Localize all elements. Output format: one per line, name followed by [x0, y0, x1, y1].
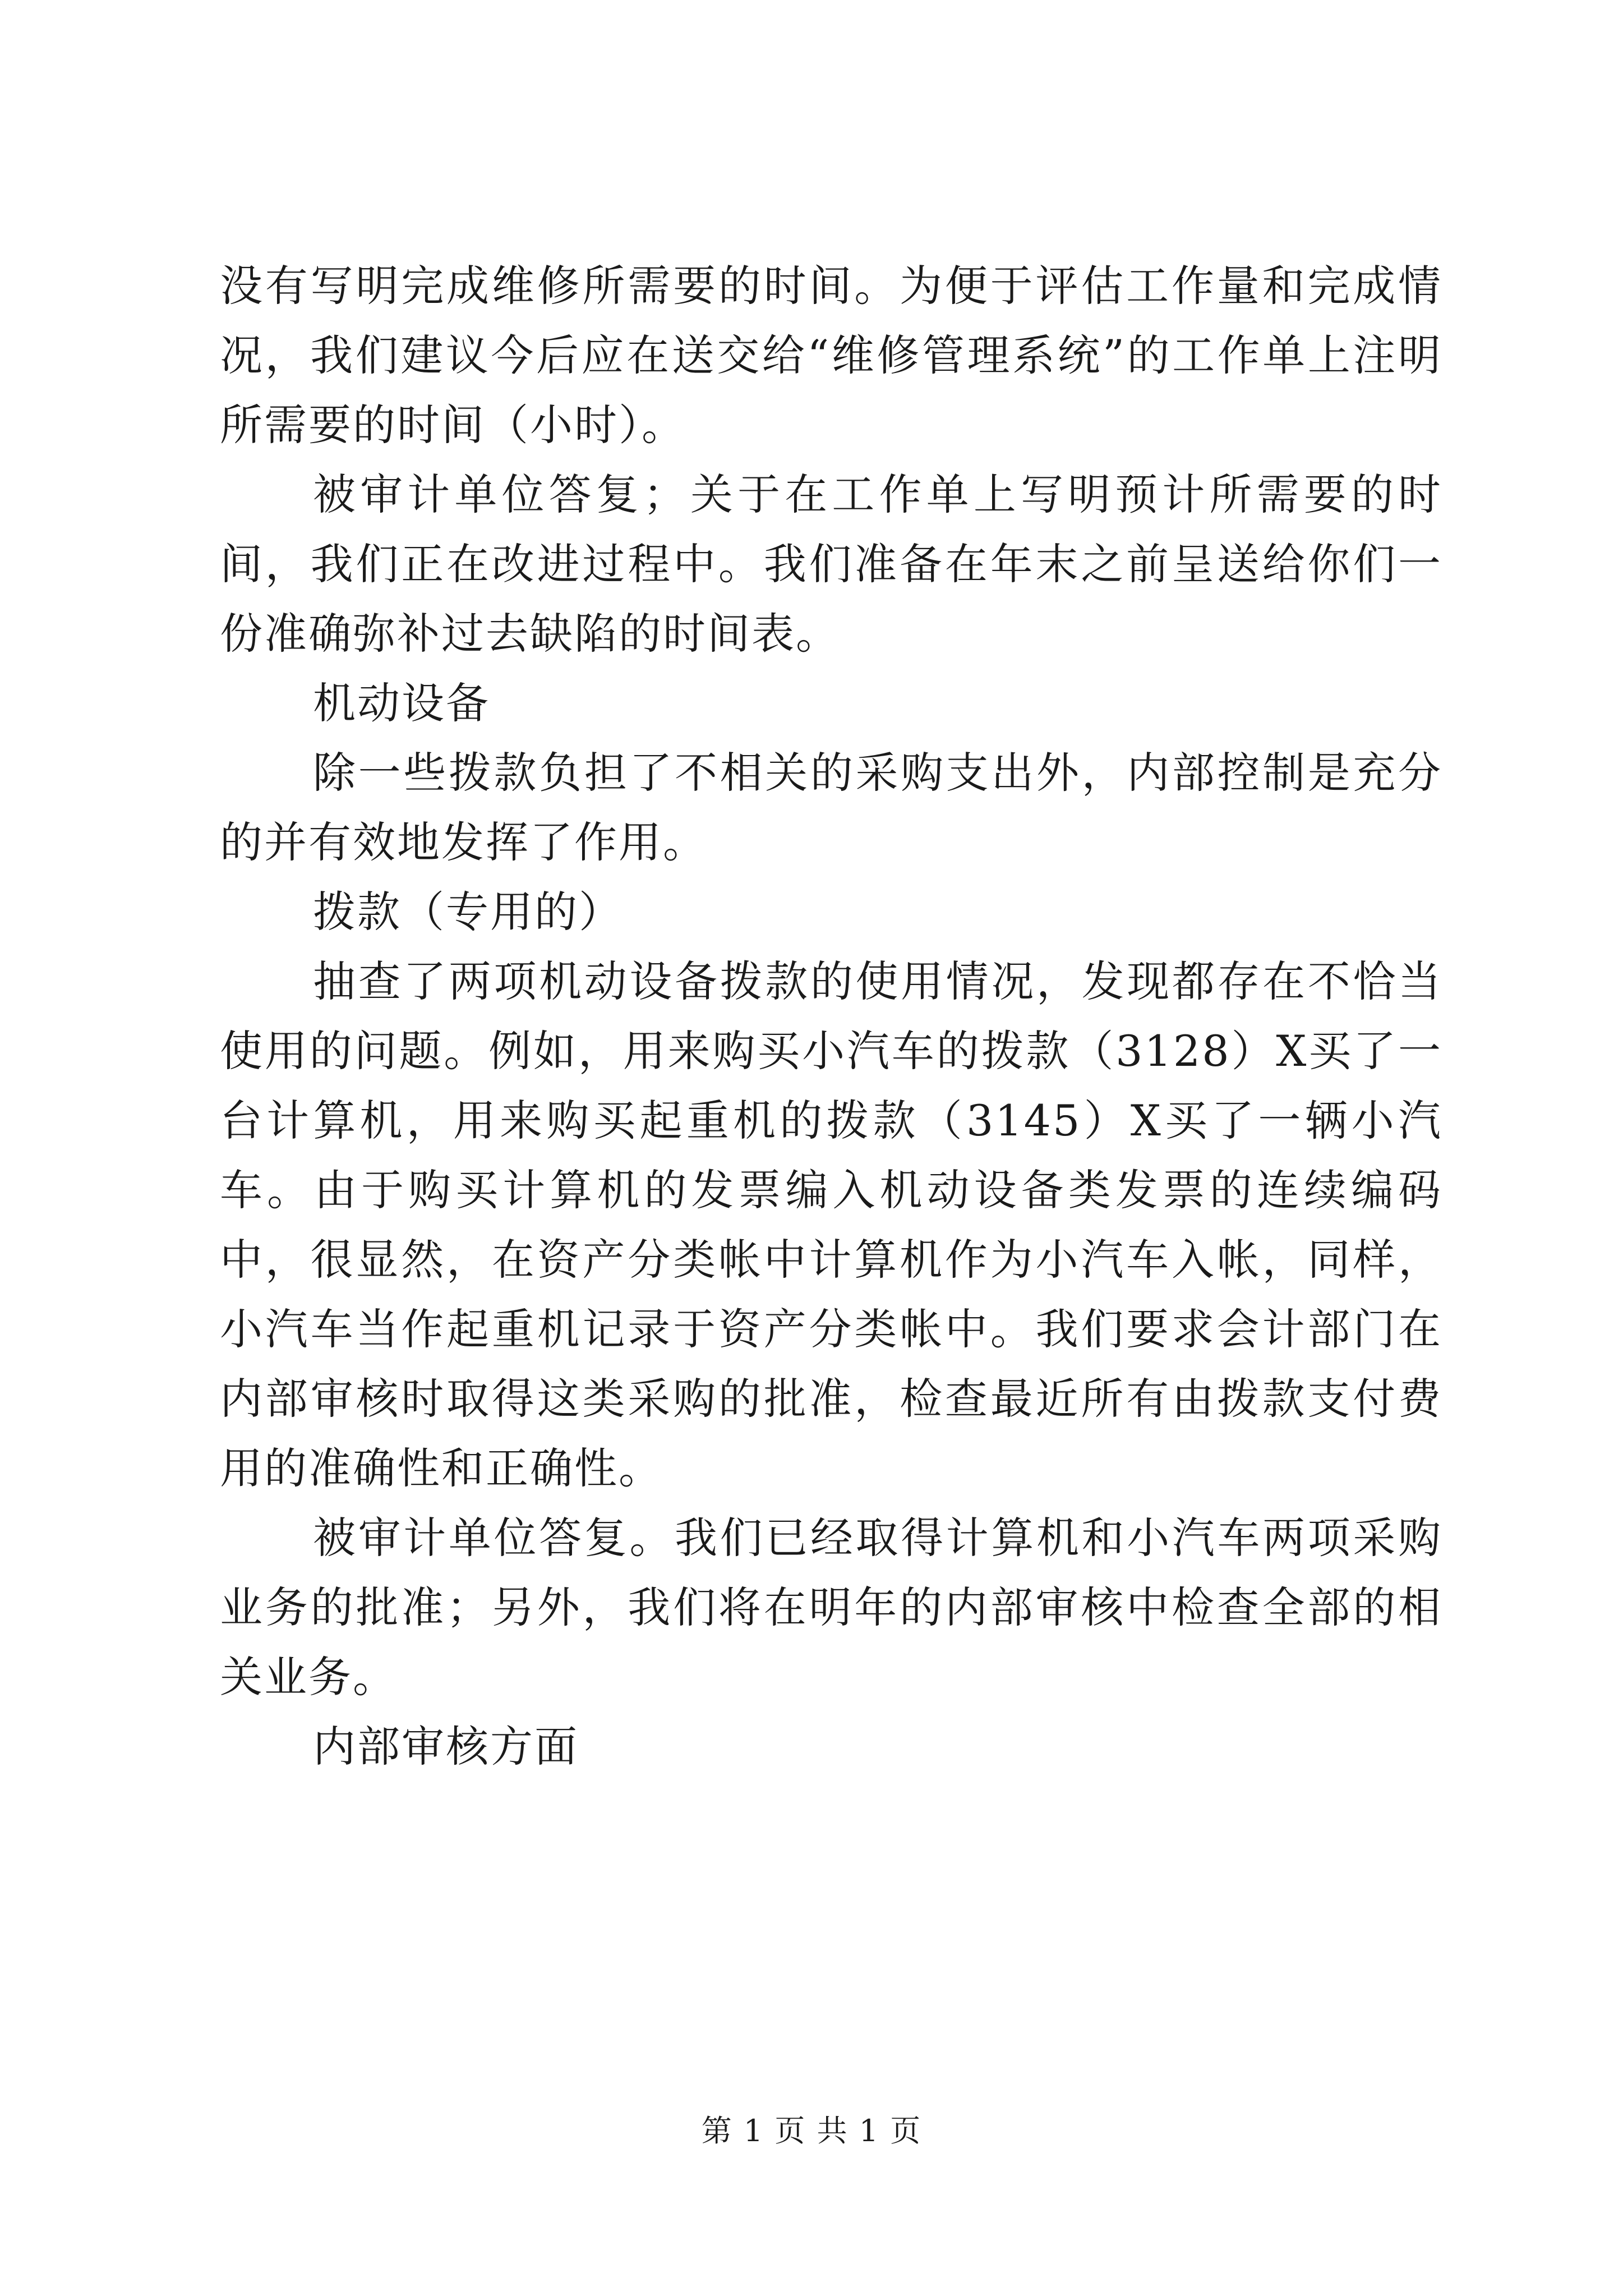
section-heading-motor-equipment: 机动设备 — [313, 678, 490, 728]
paragraph-auditee-reply-2: 被审计单位答复。我们已经取得计算机和小汽车两项采购业务的批准；另外，我们将在明年的内部审核中检查全部的相关业务。 — [220, 1513, 1442, 1702]
paragraph-internal-control: 除一些拨款负担了不相关的采购支出外，内部控制是充分的并有效地发挥了作用。 — [220, 748, 1442, 867]
paragraph-appropriation-findings: 抽查了两项机动设备拨款的使用情况，发现都存在不恰当使用的问题。例如，用来购买小汽车的拨款（3128）X买了一台计算机，用来购买起重机的拨款（3145）X买了一辆小汽车。由于购买计算机的发票编入机动设备类发票的连续编码中，很显然，在资产分类帐中计算机作为小汽车入帐，同样，小汽车当作起重机记录于资产分类帐中。我们要求会计部门在内部审核时取得这类采购的批准，检查最近所有由拨款支付费用的准确性和正确性。 — [220, 956, 1442, 1493]
paragraph-maintenance-time: 没有写明完成维修所需要的时间。为便于评估工作量和完成情况，我们建议今后应在送交给“维修管理系统”的工作单上注明所需要的时间（小时）。 — [220, 261, 1442, 450]
paragraph-auditee-reply-1: 被审计单位答复；关于在工作单上写明预计所需要的时间，我们正在改进过程中。我们准备在年末之前呈送给你们一份准确弥补过去缺陷的时间表。 — [220, 470, 1442, 659]
page-footer: 第 1 页 共 1 页 — [701, 2113, 922, 2148]
section-heading-appropriation: 拨款（专用的） — [313, 887, 623, 937]
document-body — [220, 251, 1442, 1782]
section-heading-internal-audit: 内部审核方面 — [313, 1722, 579, 1772]
